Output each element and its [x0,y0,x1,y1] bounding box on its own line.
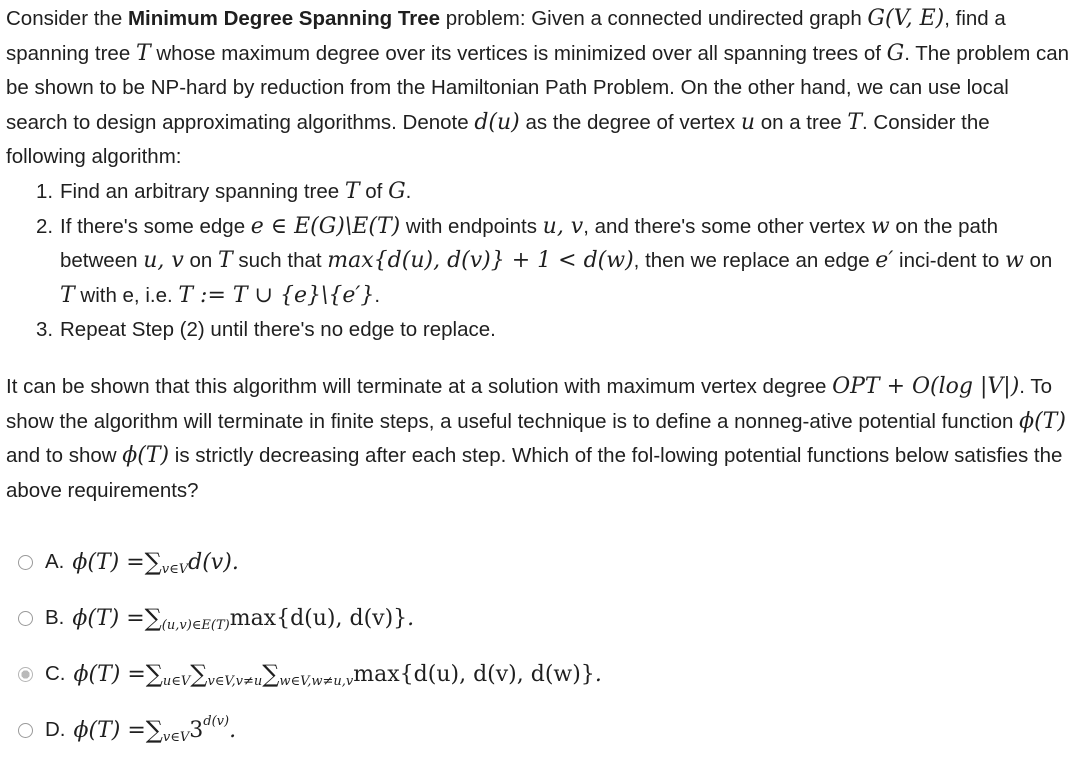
choice-math: max{d(u), d(v), d(w)} [353,661,595,687]
math-tree: T [847,109,863,135]
step-text: on [1023,249,1053,273]
sum-symbol: ∑ [262,660,280,688]
algorithm-step [6,210,1072,314]
radio-button-selected[interactable] [18,667,33,682]
step-math: T := T ∪ {e}\{e′} [178,282,375,308]
step-math: T [218,248,233,274]
math-vertex: u [740,109,756,135]
step-math: max{d(u), d(v)} + 1 < d(w) [327,248,634,274]
step-text: such that [232,249,328,273]
sum-symbol: ∑ [144,548,162,576]
choice-math: ϕ(T) = [73,717,146,743]
step-text: , and there's some other vertex [583,214,871,238]
intro-text: as the degree of vertex [519,110,741,134]
step-math: u, v [542,213,584,239]
math-potential: ϕ(T) [122,443,170,469]
sum-symbol: ∑ [190,660,208,688]
intro-text: problem: Given a connected undirected graph [440,7,868,30]
step-text: Repeat Step (2) until there's no edge to replace. [60,318,496,342]
sum-subscript: (u,v)∈E(T) [161,617,230,633]
choice-letter: B. [45,606,65,629]
intro-text: Consider the [6,7,128,30]
prompt-text: is strictly decreasing after each step. Which of the fol-lowing potential functions below satisfies the above requirements? [6,444,1063,502]
math-tree: T [135,40,151,66]
answer-choices [18,534,1068,758]
step-text: If there's some edge [60,214,251,238]
choice-a[interactable] [18,534,1068,590]
step-math: w [870,213,890,239]
math-bound: OPT + O(log |V|) [832,374,1020,399]
step-number: 3. [36,318,54,342]
step-math: G [388,178,406,204]
sum-subscript: v∈V,v≠u [207,673,263,689]
math-graph: G(V, E) [867,6,945,31]
choice-math: 3 [189,717,204,743]
prompt-text: and to show [6,444,123,468]
sum-subscript: v∈V [162,729,190,745]
choice-math: . [594,661,602,687]
choice-math: ϕ(T) = [73,661,146,687]
choice-math: . [231,549,239,575]
step-math: e′ [875,248,894,274]
intro-text: . Consider the following algorithm: [6,110,990,169]
exponent: d(v) [203,713,230,729]
math-graph-symbol: G [886,40,905,66]
sum-symbol: ∑ [144,604,162,632]
step-math: u, v [143,248,184,274]
radio-button[interactable] [18,611,33,626]
choice-letter: C. [45,662,66,685]
choice-math: . [229,717,237,743]
step-math: T [344,178,360,204]
sum-subscript: w∈V,w≠u,v [279,673,354,689]
prompt-text: It can be shown that this algorithm will terminate at a solution with maximum vertex degree [6,375,833,398]
step-text: inci-dent to [893,249,1005,273]
step-number: 2. [36,214,54,238]
sum-subscript: v∈V [161,561,189,577]
step-math: w [1004,248,1024,274]
sum-subscript: u∈V [162,673,191,689]
choice-math: max{d(u), d(v)} [229,605,408,631]
problem-name: Minimum Degree Spanning Tree [127,7,441,30]
intro-text: whose maximum degree over its vertices is minimized over all spanning trees of [150,41,887,65]
step-text: . [405,179,412,203]
choice-c[interactable] [18,646,1068,702]
choice-math: ϕ(T) = [72,605,145,631]
sum-symbol: ∑ [145,660,163,688]
step-text: of [359,179,389,203]
algorithm-step [6,313,1072,348]
algorithm-step [6,175,1072,210]
intro-text: , find a spanning tree [6,7,1006,65]
step-text: on the path between [60,214,999,273]
sum-symbol: ∑ [145,716,163,744]
step-number: 1. [36,179,54,203]
step-text: , then we replace an edge [633,249,876,273]
choice-math: ϕ(T) = [72,549,145,575]
step-text: with e, i.e. [74,283,179,307]
question-intro [6,2,1072,348]
step-text: on [183,249,218,273]
radio-button[interactable] [18,555,33,570]
intro-text: . The problem can be shown to be NP-hard by reduction from the Hamiltonian Path Problem. On the other hand, we can use local search to design approximating algorithms. Denote [6,41,1070,134]
math-degree: d(u) [474,109,520,135]
choice-d[interactable] [18,702,1068,758]
math-potential: ϕ(T) [1019,408,1066,434]
choice-letter: D. [45,718,66,741]
choice-b[interactable] [18,590,1068,646]
step-text: . [374,283,381,307]
choice-math: . [407,605,415,631]
algorithm-steps [6,175,1072,348]
choice-letter: A. [45,550,65,573]
radio-button[interactable] [18,723,33,738]
step-math: T [60,282,75,308]
choice-math: d(v) [188,549,232,575]
question-prompt [6,370,1072,508]
prompt-text: . To show the algorithm will terminate in finite steps, a useful technique is to define a nonneg-ative potential function [6,375,1052,433]
step-text: with endpoints [400,214,543,238]
step-math: e ∈ E(G)\E(T) [250,213,401,239]
intro-text: on a tree [755,110,848,134]
step-text: Find an arbitrary spanning tree [60,179,345,203]
